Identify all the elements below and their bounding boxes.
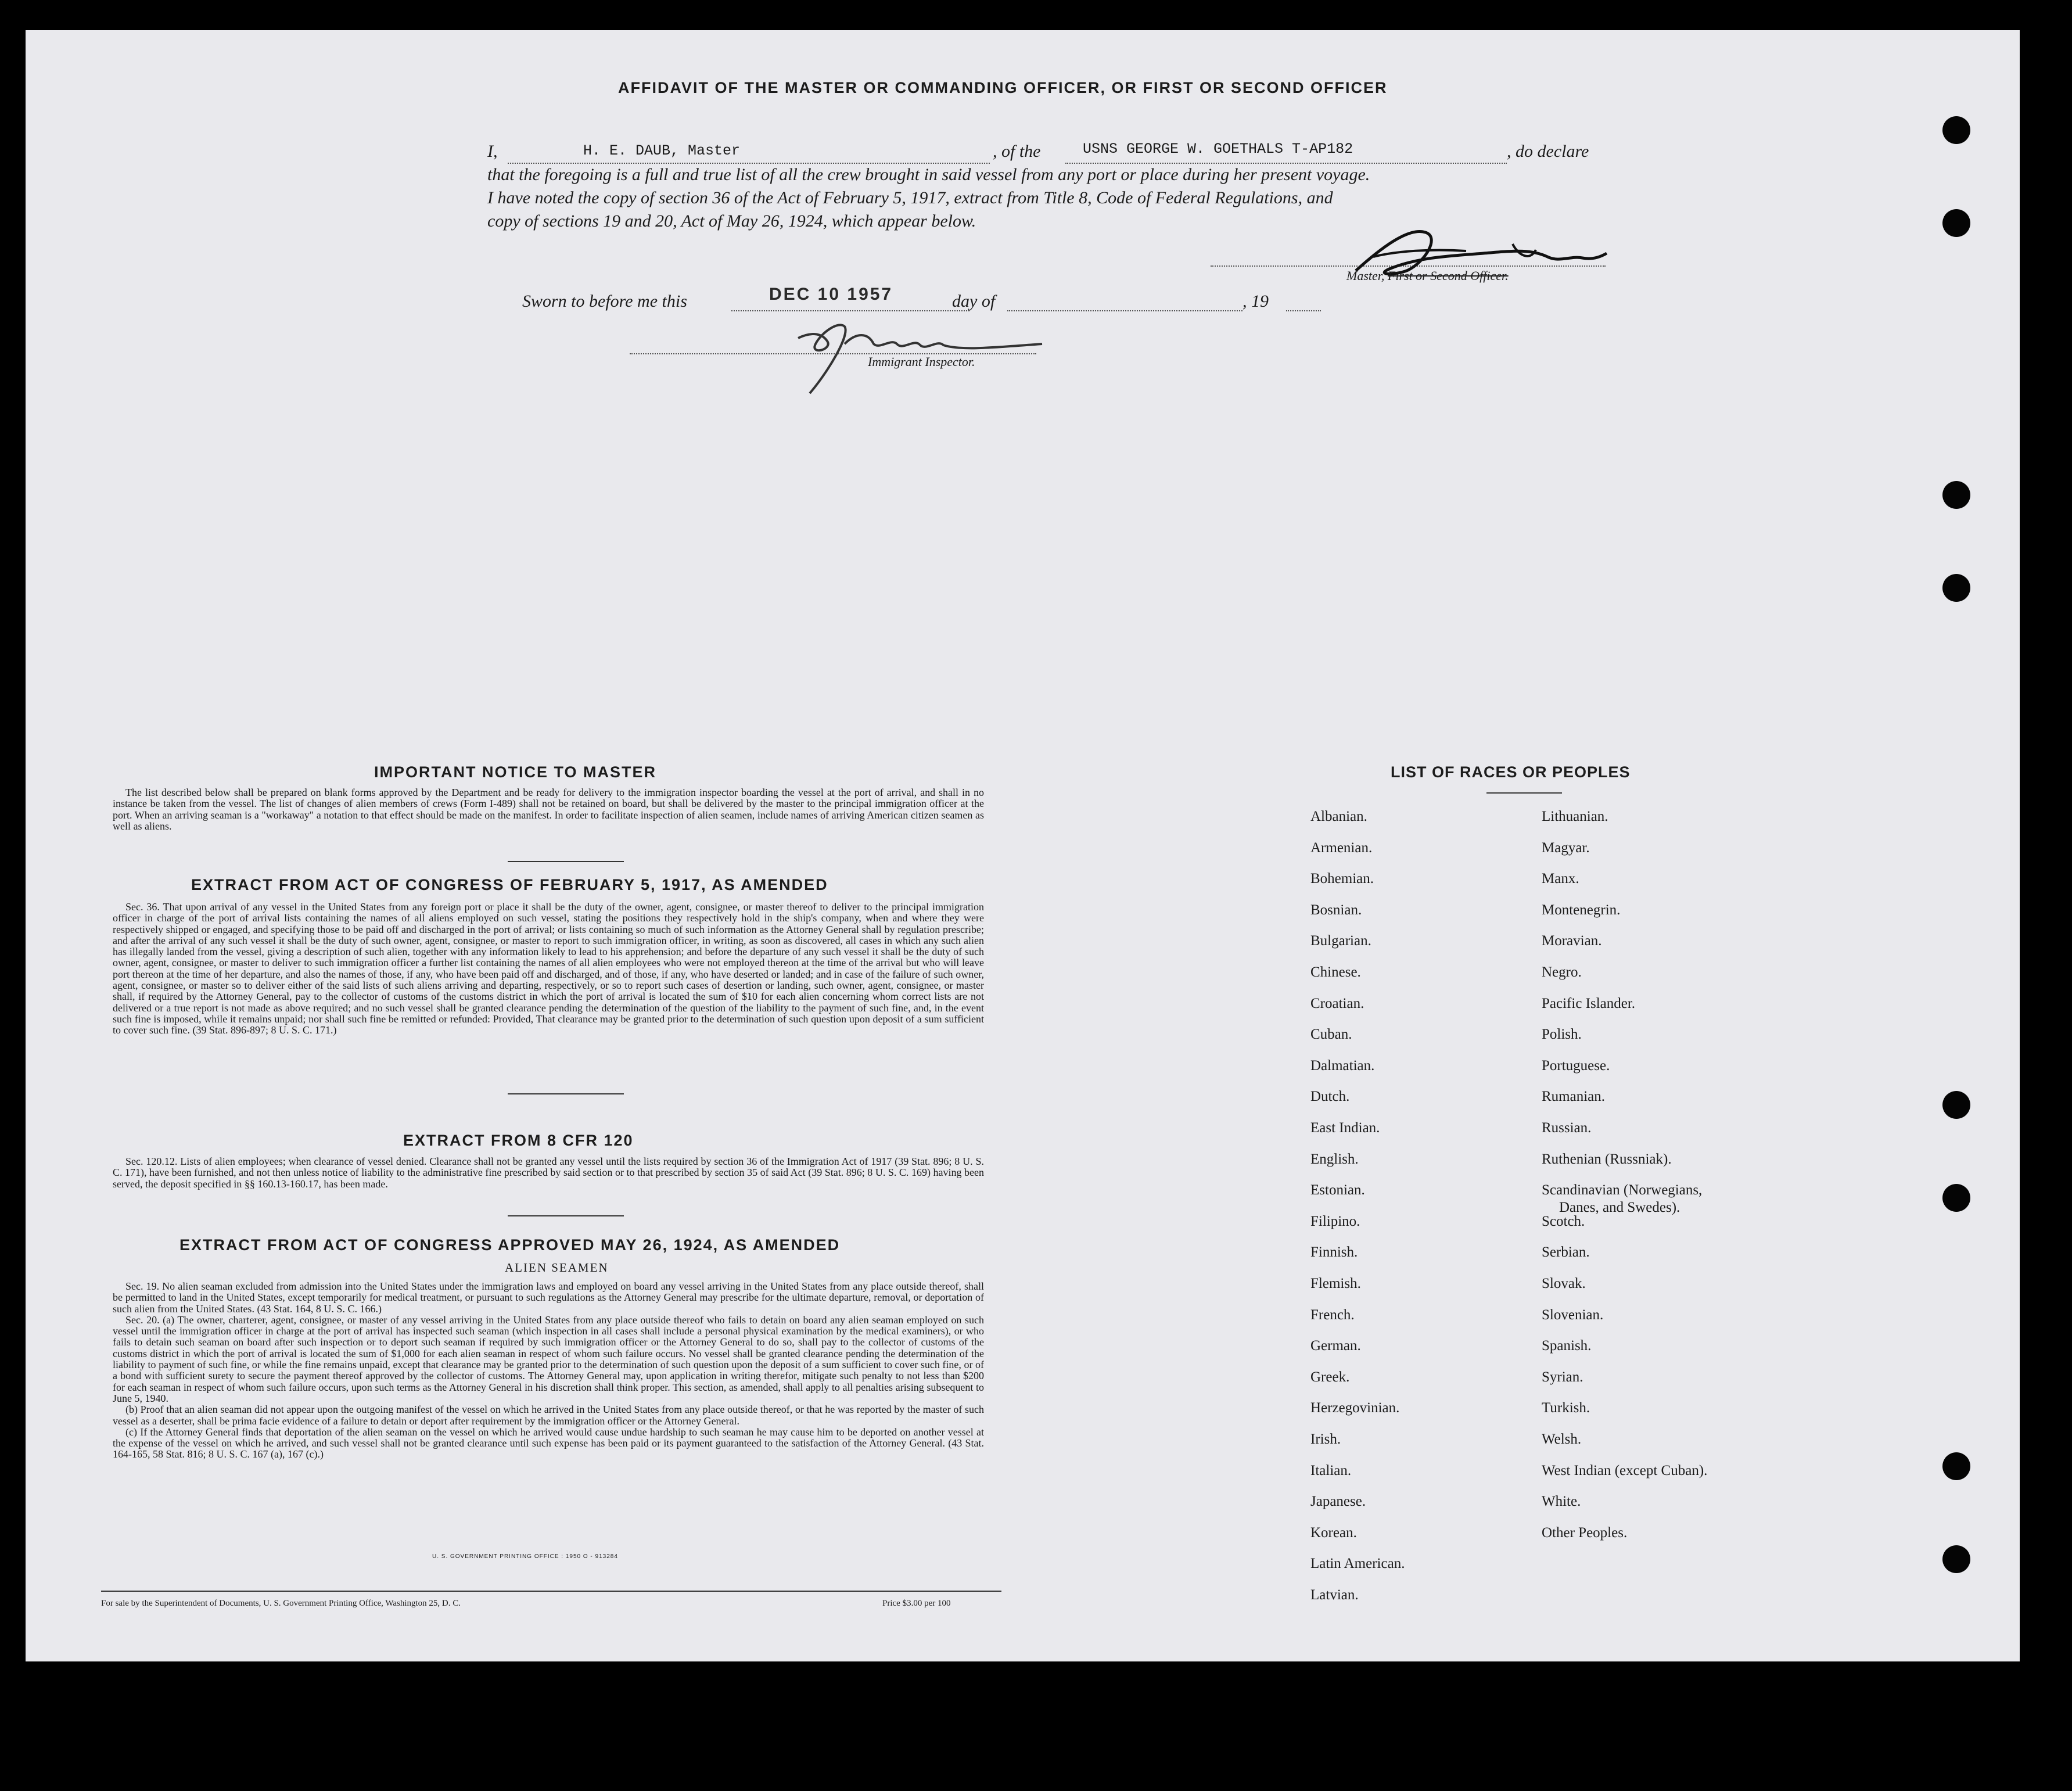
extract-1924-text — [113, 1281, 984, 1460]
extract-1924-paragraph: (b) Proof that an alien seaman did not appear upon the outgoing manifest of the vessel on which he arrived in the United States from any place outside thereof, or that he was reported by the master of such vessel as a deserter, shall be prima facie evidence of a failure to detain or deport after requirement by the immigration officer or the Attorney General. — [113, 1404, 984, 1427]
inspector-signature — [775, 309, 1048, 396]
section-divider — [508, 1093, 624, 1094]
alien-seamen-subtitle: ALIEN SEAMEN — [505, 1261, 609, 1275]
race-item: White. — [1542, 1494, 1581, 1510]
extract-cfr-title: EXTRACT FROM 8 CFR 120 — [403, 1132, 634, 1149]
race-item: Ruthenian (Russniak). — [1542, 1151, 1672, 1167]
year-label: , 19 — [1243, 292, 1269, 311]
races-title: LIST OF RACES OR PEOPLES — [1391, 763, 1631, 781]
affidavit-line-3: I have noted the copy of section 36 of the Act of February 5, 1917, extract from Title 8, Code of Federal Regulations, and — [487, 188, 1333, 207]
race-item: Greek. — [1310, 1369, 1350, 1385]
race-item: Finnish. — [1310, 1244, 1358, 1261]
race-item: Rumanian. — [1542, 1089, 1606, 1105]
printing-office-note: U. S. GOVERNMENT PRINTING OFFICE : 1950 O - 913284 — [432, 1553, 618, 1560]
race-item: Welsh. — [1542, 1431, 1582, 1447]
punch-hole — [1942, 209, 1970, 237]
race-item: Bohemian. — [1310, 871, 1374, 887]
race-item: Slovak. — [1542, 1276, 1586, 1291]
race-item: Dalmatian. — [1310, 1057, 1375, 1074]
race-item: Turkish. — [1542, 1400, 1590, 1416]
race-item: Armenian. — [1310, 839, 1373, 856]
race-item: Cuban. — [1310, 1026, 1352, 1043]
punch-hole — [1942, 481, 1970, 509]
race-item: Russian. — [1542, 1120, 1592, 1136]
race-item: Serbian. — [1542, 1244, 1590, 1261]
extract-1924-paragraph: Sec. 19. No alien seaman excluded from admission into the United States under the immigration laws and employed on board any vessel arriving in the United States from any place outside thereof, shall be permitted to land in the United States, except temporarily for medical treatment, or pursuant to such regulations as the Attorney General may prescribe for the ultimate departure, removal, or deportation of such alien from the United States. (43 Stat. 164, 8 U. S. C. 166.) — [113, 1280, 984, 1315]
race-item: Filipino. — [1310, 1213, 1360, 1229]
date-stamp: DEC 10 1957 — [769, 285, 893, 304]
extract-1917-text — [113, 902, 984, 1036]
race-item: French. — [1310, 1307, 1355, 1323]
race-item: Other Peoples. — [1542, 1524, 1628, 1541]
affidavit-line-2: that the foregoing is a full and true list of all the crew brought in said vessel from any port or place during her present voyage. — [487, 165, 1370, 184]
race-item: Latin American. — [1310, 1556, 1405, 1572]
signature-caption-struck: First or Second Officer. — [1387, 268, 1509, 283]
race-item: Scandinavian (Norwegians, — [1542, 1182, 1703, 1198]
punch-hole — [1942, 1452, 1970, 1480]
section-divider — [508, 1215, 624, 1216]
for-sale-note: For sale by the Superintendent of Documents, U. S. Government Printing Office, Washington 25, D. C. — [101, 1599, 461, 1608]
race-item: English. — [1310, 1151, 1359, 1167]
race-item: Italian. — [1310, 1462, 1352, 1478]
notice-paragraph: The list described below shall be prepared on blank forms approved by the Department and be ready for delivery to the immigration inspector boarding the vessel at the port of arrival, and shall in no instance be taken from the vessel. The list of changes of alien members of crews (Form I-489) shall not be retained on board, but shall be delivered by the master to the principal immigration officer at the port. When an arriving seaman is a "workaway" a notation to that effect should be made on the manifest. In order to facilitate inspection of alien seamen, include names of arriving American citizen seamen as well as aliens. — [113, 787, 984, 832]
race-item: Flemish. — [1310, 1276, 1361, 1291]
extract-1924-title: EXTRACT FROM ACT OF CONGRESS APPROVED MAY 26, 1924, AS AMENDED — [179, 1236, 841, 1254]
punch-hole — [1942, 1184, 1970, 1212]
punch-hole — [1942, 1545, 1970, 1573]
notice-title: IMPORTANT NOTICE TO MASTER — [374, 763, 656, 781]
vessel-field-line — [1065, 163, 1507, 164]
punch-hole — [1942, 1091, 1970, 1119]
race-item: Latvian. — [1310, 1587, 1359, 1603]
race-item: Bulgarian. — [1310, 933, 1371, 949]
of-the-label: , of the — [993, 142, 1041, 161]
race-item: Magyar. — [1542, 839, 1590, 856]
race-item: Slovenian. — [1542, 1307, 1604, 1323]
extract-1924-paragraph: Sec. 20. (a) The owner, charterer, agent, consignee, or master of any vessel arriving in the United States from any place outside thereof who fails to detain on board any alien seaman employed on such vessel until the immigration officer in charge at the port of arrival has inspected such seaman (which inspection in all cases shall include a personal physical examination by the medical examiners), or who fails to detain such seaman on board after such inspection or to deport such seaman if required by such immigration officer or the Attorney General to do so, shall pay to the collector of customs of the customs district in which the port of arrival is located the sum of $1,000 for each alien seaman in respect of whom such failure occurs. No vessel shall be granted clearance pending the determination of the liability to payment of such fine, or while the fine remains unpaid, except that clearance may be granted prior to the determination of such question upon the deposit of a sum sufficient to cover such fine, or of a bond with sufficient surety to secure the payment thereof approved by the collector of customs. The Attorney General may, upon application in writing therefor, mitigate such penalty to not less than $200 for each seaman in respect of whom such failure occurs, upon such terms as the Attorney General in his discretion shall think proper. This section, as amended, shall apply to all penalties arising subsequent to June 5, 1940. — [113, 1313, 984, 1404]
affidavit-title: AFFIDAVIT OF THE MASTER OR COMMANDING OFFICER, OR FIRST OR SECOND OFFICER — [618, 79, 1388, 96]
section-divider — [508, 861, 624, 862]
race-item: Montenegrin. — [1542, 902, 1621, 918]
affidavit-i-label: I, — [487, 142, 498, 161]
race-item: Croatian. — [1310, 995, 1364, 1011]
day-of-label: day of — [952, 292, 996, 311]
name-field-line — [508, 163, 990, 164]
race-item: Albanian. — [1310, 809, 1367, 824]
affidavit-line-4: copy of sections 19 and 20, Act of May 26, 1924, which appear below. — [487, 211, 976, 231]
race-item: Irish. — [1310, 1431, 1341, 1447]
sworn-label: Sworn to before me this — [522, 292, 687, 311]
punch-hole — [1942, 574, 1970, 602]
race-item: Moravian. — [1542, 933, 1602, 949]
race-item: Estonian. — [1310, 1182, 1365, 1198]
signature-caption-master: Master, — [1346, 268, 1388, 283]
sworn-year-line — [1286, 310, 1321, 311]
race-item: Portuguese. — [1542, 1057, 1610, 1074]
race-item: Dutch. — [1310, 1089, 1350, 1105]
race-item: Polish. — [1542, 1026, 1582, 1043]
extract-cfr-text — [113, 1156, 984, 1190]
price-note: Price $3.00 per 100 — [882, 1599, 951, 1608]
extract-1917-title: EXTRACT FROM ACT OF CONGRESS OF FEBRUARY 5, 1917, AS AMENDED — [191, 876, 828, 893]
race-item: Japanese. — [1310, 1494, 1366, 1510]
race-item: Lithuanian. — [1542, 809, 1608, 824]
race-item: Danes, and Swedes). — [1559, 1200, 1680, 1216]
signature-caption — [1346, 268, 1509, 283]
race-item: Korean. — [1310, 1524, 1357, 1541]
race-item: Scotch. — [1542, 1213, 1585, 1229]
race-item: Chinese. — [1310, 964, 1361, 980]
race-item: Manx. — [1542, 871, 1579, 887]
extract-1917-paragraph: Sec. 36. That upon arrival of any vessel in the United States from any foreign port or place it shall be the duty of the owner, agent, consignee, or master thereof to deliver to the principal immigration officer in charge of the port of arrival lists containing the names of all aliens employed on such vessel, stating the positions they respectively hold in the ship's company, when and where they were respectively shipped or engaged, and specifying those to be paid off and discharged in the port of arrival; or lists containing so much of such information as the Attorney General shall by regulation prescribe; and after the arrival of any such vessel it shall be the duty of such owner, agent, consignee, or master to report to such immigration officer, in writing, as soon as discovered, all cases in which any such alien has illegally landed from the vessel, giving a description of such alien, together with any information likely to lead to his apprehension; and before the departure of any such vessel it shall be the duty of such owner, agent, consignee, or master to deliver to such immigration officer a further list containing the names of all alien employees who were not employed thereon at the time of the arrival but who will leave port thereon at the time of her departure, and also the names of those, if any, who have been paid off and discharged, and of those, if any, who have deserted or landed; and in case of the failure of such owner, agent, consignee, or master so to deliver either of the said lists of such aliens arriving and departing, respectively, or so to report such cases of desertion or landing, such owner, agent, consignee, or master shall, if required by the Attorney General, pay to the collector of customs of the customs district in which the port of arrival is located the sum of $10 for each alien concerning whom correct lists are not delivered or a true report is not made as above required; and no such vessel shall be granted clearance pending the determination of the question of the liability to the payment of such fine, and, in the event such fine is imposed, while it remains unpaid; nor shall such fine be remitted or refunded: Provided, That clearance may be granted prior to the determination of such question upon deposit of a sum sufficient to cover such fine. (39 Stat. 896-897; 8 U. S. C. 171.) — [113, 901, 984, 1036]
race-item: West Indian (except Cuban). — [1542, 1462, 1708, 1478]
notice-text — [113, 787, 984, 832]
races-title-rule — [1486, 792, 1562, 794]
race-item: East Indian. — [1310, 1120, 1380, 1136]
vessel-name-value: USNS GEORGE W. GOETHALS T-AP182 — [1083, 141, 1353, 157]
race-item: Spanish. — [1542, 1338, 1592, 1354]
master-name-value: H. E. DAUB, Master — [583, 142, 741, 159]
race-item: Negro. — [1542, 964, 1582, 980]
race-item: Bosnian. — [1310, 902, 1362, 918]
inspector-caption: Immigrant Inspector. — [868, 354, 975, 369]
footer-rule — [101, 1591, 1001, 1592]
form-sheet — [26, 30, 2020, 1661]
declare-label: , do declare — [1507, 142, 1589, 161]
punch-hole — [1942, 116, 1970, 144]
race-item: Syrian. — [1542, 1369, 1583, 1385]
race-item: German. — [1310, 1338, 1361, 1354]
race-item: Pacific Islander. — [1542, 995, 1636, 1011]
extract-1924-paragraph: (c) If the Attorney General finds that deportation of the alien seaman on the vessel on which he arrived would cause undue hardship to such seaman he may cause him to be deported on another vessel at the expense of the vessel on which he arrived, and such vessel shall not be granted clearance until such expense has been paid or its payment guaranteed to the satisfaction of the Attorney General. (43 Stat. 164-165, 58 Stat. 816; 8 U. S. C. 167 (a), 167 (c).) — [113, 1426, 984, 1460]
race-item: Herzegovinian. — [1310, 1400, 1400, 1416]
extract-cfr-paragraph: Sec. 120.12. Lists of alien employees; when clearance of vessel denied. Clearance shall not be granted any vessel until the lists required by section 36 of the Immigration Act of 1917 (39 Stat. 896; 8 U. S. C. 171), have been furnished, and not then unless notice of liability to the administrative fine prescribed by said section or to that prescribed by section 35 of said Act (39 Stat. 896; 8 U. S. C. 169) having been served, the deposit specified in §§ 160.13-160.17, has been made. — [113, 1155, 984, 1190]
